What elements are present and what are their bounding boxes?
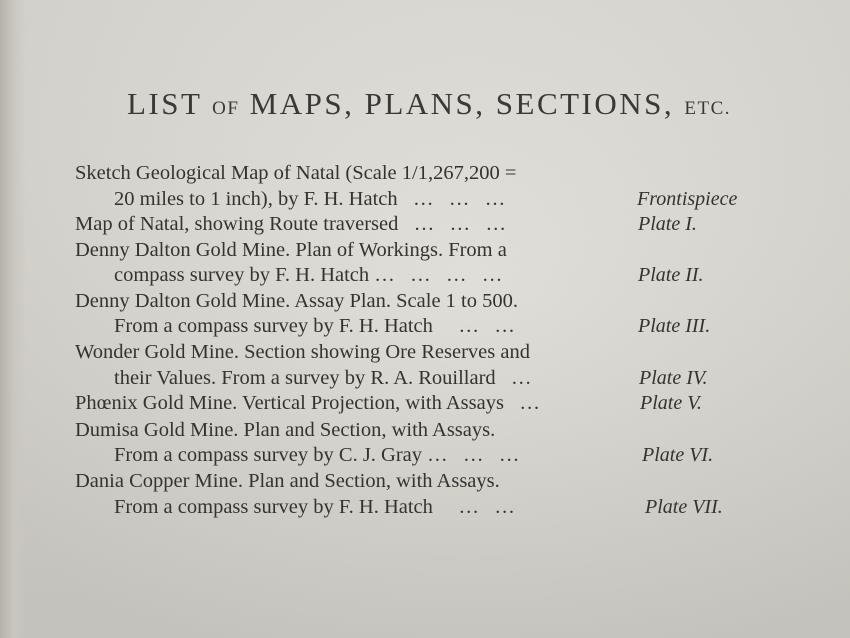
title-main: MAPS, PLANS, SECTIONS, (249, 86, 675, 121)
plate-ref-1: Frontispiece (637, 188, 738, 210)
entry-line-4: Denny Dalton Gold Mine. Plan of Workings. From a (75, 239, 507, 261)
plate-ref-6: Plate V. (640, 392, 702, 414)
entry-line-1: Sketch Geological Map of Natal (Scale 1/1,267,200 = (75, 162, 517, 184)
entry-line-8: Wonder Gold Mine. Section showing Ore Reserves and (75, 341, 530, 363)
entry-line-10: Phœnix Gold Mine. Vertical Projection, with Assays … (75, 392, 540, 414)
entry-line-12: From a compass survey by C. J. Gray … … … (114, 444, 520, 466)
plate-ref-4: Plate III. (638, 315, 711, 337)
plate-ref-5: Plate IV. (639, 367, 708, 389)
entry-line-2: 20 miles to 1 inch), by F. H. Hatch … … … (114, 188, 506, 210)
entry-line-14: From a compass survey by F. H. Hatch … … (114, 496, 515, 518)
title-etc: ETC. (684, 98, 732, 119)
page-title (0, 86, 850, 122)
entry-line-5: compass survey by F. H. Hatch … … … … (114, 264, 503, 286)
entry-line-13: Dania Copper Mine. Plan and Section, with Assays. (75, 470, 500, 492)
entry-line-9: their Values. From a survey by R. A. Rouillard … (114, 367, 532, 389)
entry-line-7: From a compass survey by F. H. Hatch … … (114, 315, 515, 337)
entry-line-6: Denny Dalton Gold Mine. Assay Plan. Scale 1 to 500. (75, 290, 518, 312)
plate-ref-2: Plate I. (638, 213, 697, 235)
entry-line-11: Dumisa Gold Mine. Plan and Section, with Assays. (75, 419, 496, 441)
plate-ref-8: Plate VII. (645, 496, 723, 518)
title-of: OF (212, 98, 240, 119)
plate-ref-3: Plate II. (638, 264, 704, 286)
plate-ref-7: Plate VI. (642, 444, 714, 466)
title-list: LIST (126, 86, 202, 121)
entry-line-3: Map of Natal, showing Route traversed … … … (75, 213, 506, 235)
